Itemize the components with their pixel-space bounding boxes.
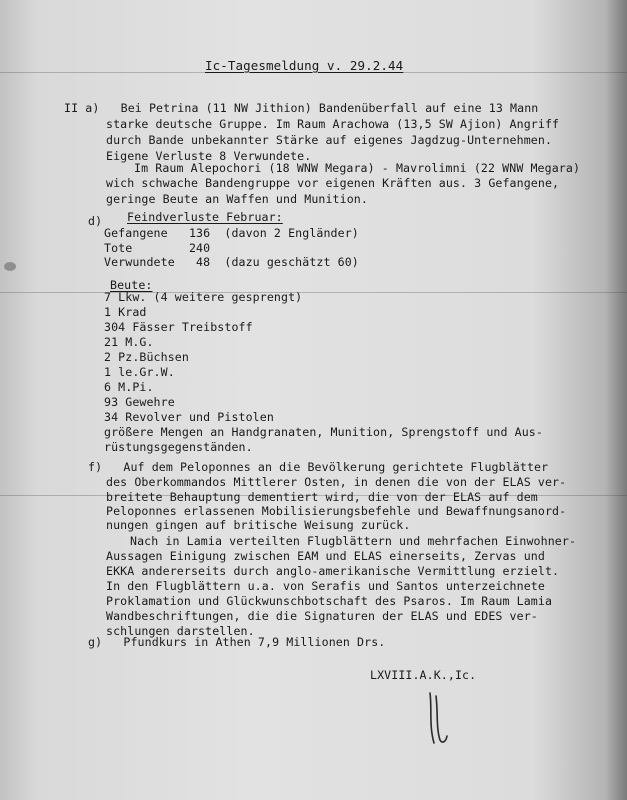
fold-line [0, 292, 627, 293]
text-line: starke deutsche Gruppe. Im Raum Arachowa (13,5 SW Ajion) Angriff [106, 117, 560, 131]
list-item: 2 Pz.Büchsen [104, 350, 189, 364]
punch-hole [4, 262, 16, 271]
scan-edge-shadow [605, 0, 627, 800]
text-line: Gefangene 136 (davon 2 Engländer) [104, 226, 359, 240]
text-line: EKKA andererseits durch anglo-amerikanische Vermittlung erzielt. [106, 564, 560, 578]
handwritten-signature [420, 688, 460, 748]
text-line: Wandbeschriftungen, die die Signaturen der ELAS und EDES ver- [106, 609, 538, 623]
text-line: schlungen darstellen. [106, 624, 255, 638]
text-line: Im Raum Alepochori (18 WNW Megara) - Mavrolimni (22 WNW Megara) [134, 161, 581, 175]
text-line: größere Mengen an Handgranaten, Munition, Sprengstoff und Aus- [104, 425, 543, 439]
section-marker: d) [88, 214, 103, 228]
list-item: 1 le.Gr.W. [104, 365, 175, 379]
list-item: 21 M.G. [104, 335, 154, 349]
text-line: Tote 240 [104, 241, 211, 255]
text-line: II a) Bei Petrina (11 NW Jithion) Bandenüberfall auf eine 13 Mann [64, 101, 539, 115]
text-line: wich schwache Bandengruppe vor eigenen Kräften aus. 3 Gefangene, [106, 176, 560, 190]
text-line: g) Pfundkurs in Athen 7,9 Millionen Drs. [88, 635, 386, 649]
text-line: rüstungsgegenständen. [104, 440, 253, 454]
text-line: Nach in Lamia verteilten Flugblättern und mehrfachen Einwohner- [130, 534, 577, 548]
text-line: breitete Behauptung dementiert wird, die von der ELAS auf dem [106, 490, 538, 504]
list-item: 34 Revolver und Pistolen [104, 410, 274, 424]
text-line: In den Flugblättern u.a. von Serafis und Santos unterzeichnete [106, 579, 545, 593]
list-item: 6 M.Pi. [104, 380, 154, 394]
text-line: Eigene Verluste 8 Verwundete. [106, 149, 312, 163]
list-item: 304 Fässer Treibstoff [104, 320, 253, 334]
document-title: Ic-Tagesmeldung v. 29.2.44 [205, 58, 404, 73]
list-item: 7 Lkw. (4 weitere gesprengt) [104, 290, 303, 304]
text-line: durch Bande unbekannter Stärke auf eigenes Jagdzug-Unternehmen. [106, 133, 553, 147]
text-line: Aussagen Einigung zwischen EAM und ELAS einerseits, Zervas und [106, 549, 545, 563]
signature-block: LXVIII.A.K.,Ic. [370, 668, 477, 682]
text-line: des Oberkommandos Mittlerer Osten, in denen die von der ELAS ver- [106, 475, 567, 489]
text-line: geringe Beute an Waffen und Munition. [106, 192, 368, 206]
list-item: 93 Gewehre [104, 395, 175, 409]
section-heading: Beute: [110, 278, 153, 292]
text-line: nungen gingen auf britische Weisung zurück. [106, 518, 411, 532]
text-line: Proklamation und Glückwunschbotschaft des Psaros. Im Raum Lamia [106, 594, 553, 608]
text-line: Peloponnes erlassenen Mobilisierungsbefehle und Bewaffnungsanord- [106, 504, 567, 518]
list-item: 1 Krad [104, 305, 147, 319]
text-line: Verwundete 48 (dazu geschätzt 60) [104, 255, 359, 269]
text-line: f) Auf dem Peloponnes an die Bevölkerung gerichtete Flugblätter [88, 460, 549, 474]
section-heading: Feindverluste Februar: [127, 210, 283, 224]
